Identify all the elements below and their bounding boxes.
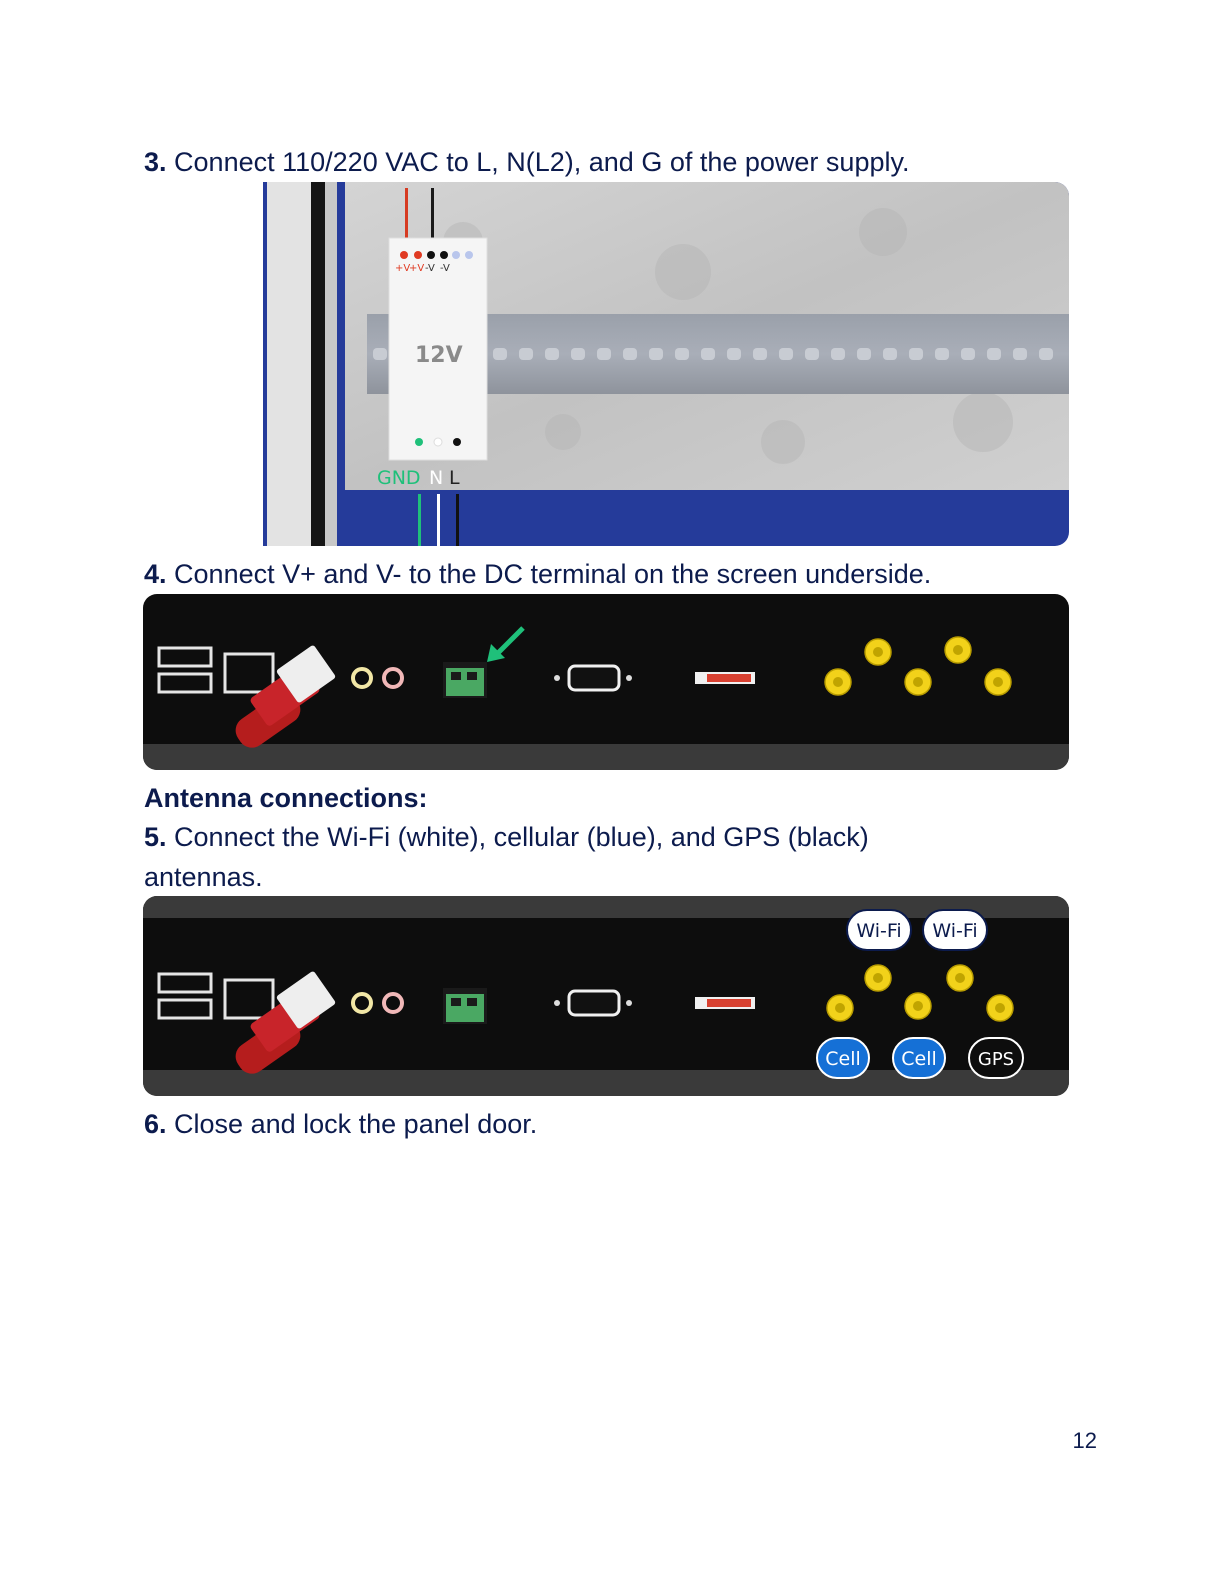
page-number: 12 — [1072, 1428, 1097, 1453]
psu-voltage-label: 12V — [415, 343, 463, 368]
step-5-text — [144, 817, 869, 857]
psu-gnd-label: GND — [377, 467, 421, 489]
power-supply-figure — [263, 182, 1069, 546]
step-4-number: 4. — [144, 559, 167, 589]
psu-l-label: L — [449, 467, 460, 489]
step-5-text-continued: antennas. — [144, 862, 263, 892]
psu-terminal-v-plus-1: +V — [395, 263, 411, 274]
dc-terminal-figure — [143, 594, 1069, 770]
step-4-text — [144, 554, 931, 594]
step-4-label: Connect V+ and V- to the DC terminal on the screen underside. — [174, 559, 932, 589]
wifi-label-1: Wi-Fi — [856, 920, 902, 942]
step-6-number: 6. — [144, 1109, 167, 1139]
antenna-figure — [143, 896, 1069, 1096]
step-3-text — [144, 142, 909, 182]
antenna-connections-heading: Antenna connections: — [144, 783, 428, 813]
step-5-label: Connect the Wi-Fi (white), cellular (blue), and GPS (black) — [174, 822, 869, 852]
psu-terminal-v-minus-2: -V — [440, 263, 450, 274]
step-6-text — [144, 1104, 537, 1144]
cell-label-1: Cell — [825, 1048, 861, 1070]
step-3-label: Connect 110/220 VAC to L, N(L2), and G of the power supply. — [174, 147, 910, 177]
psu-n-label: N — [429, 467, 444, 489]
wifi-label-2: Wi-Fi — [932, 920, 978, 942]
cell-label-2: Cell — [901, 1048, 937, 1070]
step-3-number: 3. — [144, 147, 167, 177]
step-6-label: Close and lock the panel door. — [174, 1109, 538, 1139]
psu-terminal-v-minus-1: -V — [425, 263, 435, 274]
psu-terminal-v-plus-2: +V — [409, 263, 425, 274]
gps-label: GPS — [977, 1049, 1015, 1070]
step-5-number: 5. — [144, 822, 167, 852]
